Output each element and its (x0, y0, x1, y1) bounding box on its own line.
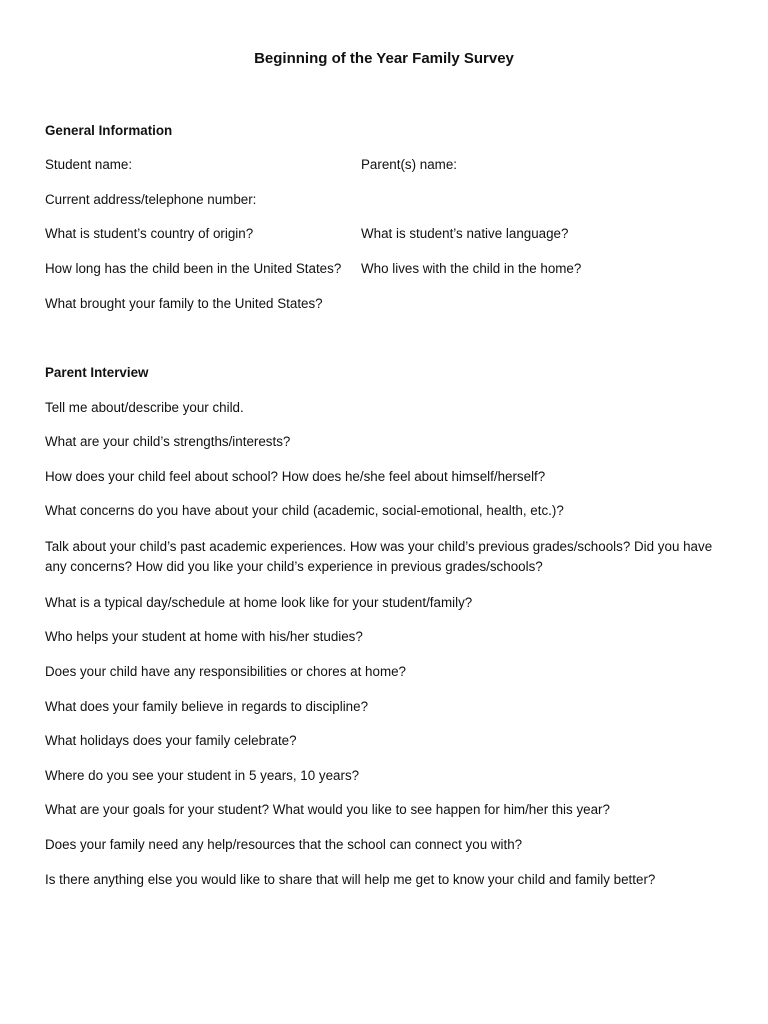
interview-question: What holidays does your family celebrate? (45, 733, 297, 748)
who-lives-question: Who lives with the child in the home? (361, 261, 582, 276)
interview-question: Who helps your student at home with his/her studies? (45, 629, 363, 644)
parent-interview-heading: Parent Interview (45, 365, 149, 380)
interview-question: What does your family believe in regards to discipline? (45, 699, 369, 714)
interview-question: What is a typical day/schedule at home look like for your student/family? (45, 595, 473, 610)
time-in-us-question: How long has the child been in the United States? (45, 261, 342, 276)
parent-name-label: Parent(s) name: (361, 157, 458, 172)
address-telephone-label: Current address/telephone number: (45, 192, 257, 207)
document-title: Beginning of the Year Family Survey (254, 50, 514, 67)
interview-question: Tell me about/describe your child. (45, 400, 244, 415)
interview-question: What concerns do you have about your child (academic, social-emotional, health, etc.)? (45, 503, 564, 518)
country-of-origin-question: What is student’s country of origin? (45, 226, 254, 241)
general-information-heading: General Information (45, 123, 173, 138)
interview-question: Does your child have any responsibilities or chores at home? (45, 664, 406, 679)
native-language-question: What is student’s native language? (361, 226, 569, 241)
interview-question: Is there anything else you would like to share that will help me get to know your child and family better? (45, 872, 656, 887)
interview-question: Talk about your child’s past academic experiences. How was your child’s previous grades/schools? Did you have any concerns? How did you like your child’s experience in previous grades/schools? (45, 539, 713, 574)
interview-question: What are your child’s strengths/interests? (45, 434, 291, 449)
student-name-label: Student name: (45, 157, 133, 172)
interview-question: Where do you see your student in 5 years, 10 years? (45, 768, 360, 783)
interview-question: What are your goals for your student? What would you like to see happen for him/her this year? (45, 802, 610, 817)
interview-question: How does your child feel about school? How does he/she feel about himself/herself? (45, 469, 546, 484)
interview-question: Does your family need any help/resources that the school can connect you with? (45, 837, 523, 852)
reason-for-coming-question: What brought your family to the United States? (45, 296, 323, 311)
